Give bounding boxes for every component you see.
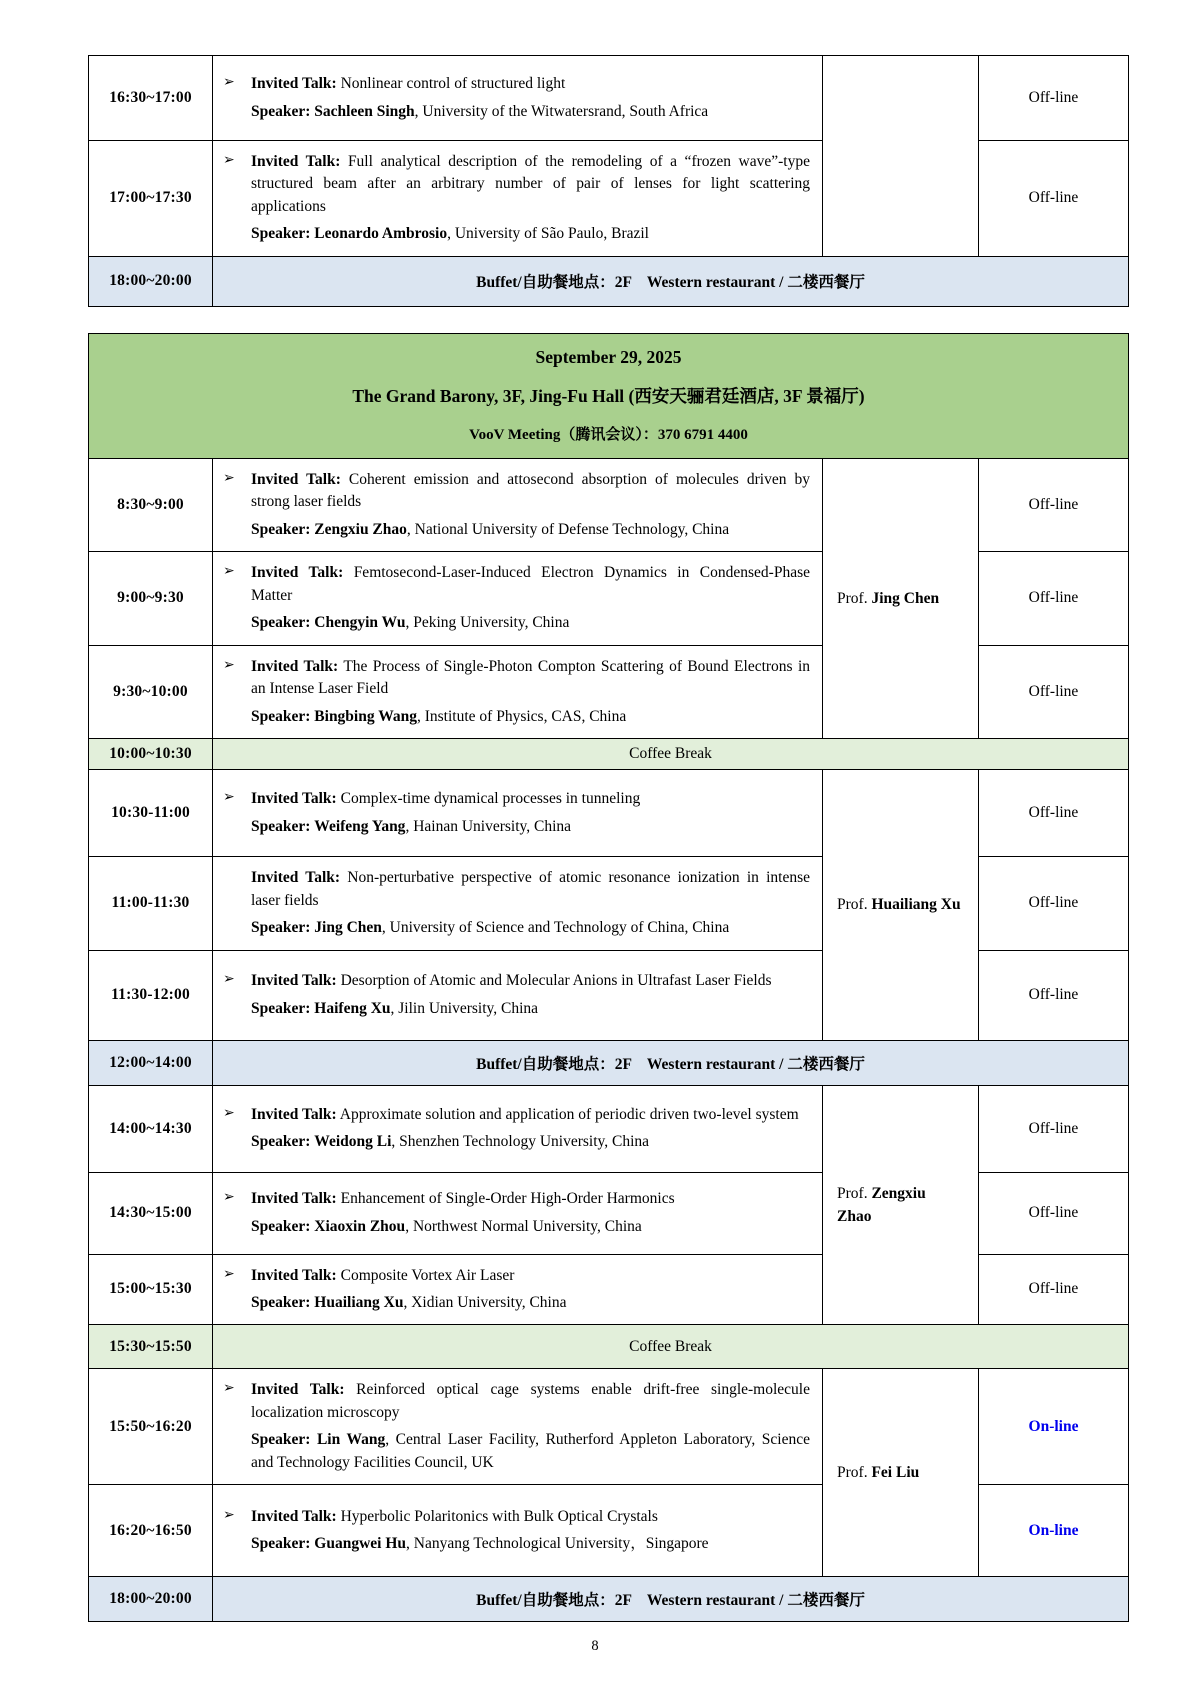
buffet-row — [89, 1577, 1129, 1622]
talk-title: Invited Talk: Non-perturbative perspective of atomic resonance ionization in intense laser fields — [251, 869, 810, 909]
chair-cell: Prof. Huailiang Xu — [823, 770, 979, 1040]
talk-cell — [213, 1485, 823, 1577]
talk-title: ➢ Invited Talk: The Process of Single-Photon Compton Scattering of Bound Electrons in an Intense Laser Field — [223, 657, 810, 698]
talk-speaker: Speaker: Bingbing Wang, Institute of Physics, CAS, China — [251, 707, 627, 725]
time-cell: 15:30~15:50 — [89, 1325, 213, 1369]
time-cell: 9:30~10:00 — [89, 645, 213, 738]
schedule-table — [88, 333, 1129, 1622]
time-cell: 16:30~17:00 — [89, 56, 213, 141]
status-cell: Off-line — [979, 1172, 1129, 1254]
arrow-bullet-icon: ➢ — [223, 1507, 235, 1523]
chair-name: Zengxiu Zhao — [837, 1184, 926, 1225]
talk-speaker: Speaker: Chengyin Wu, Peking University, China — [251, 614, 570, 632]
talk-speaker: Speaker: Xiaoxin Zhou, Northwest Normal University, China — [251, 1217, 642, 1235]
table-row — [89, 1085, 1129, 1172]
time-cell: 11:00-11:30 — [89, 857, 213, 950]
time-cell: 8:30~9:00 — [89, 458, 213, 551]
session-meeting-id: VooV Meeting（腾讯会议）：370 6791 4400 — [469, 427, 748, 444]
talk-title: ➢ Invited Talk: Femtosecond-Laser-Induced Electron Dynamics in Condensed-Phase Matter — [223, 564, 810, 604]
session-date: September 29, 2025 — [535, 347, 682, 368]
time-cell: 9:00~9:30 — [89, 552, 213, 645]
talk-cell — [213, 1172, 823, 1254]
arrow-bullet-icon: ➢ — [223, 657, 235, 673]
talk-speaker: Speaker: Sachleen Singh, University of the Witwatersrand, South Africa — [251, 102, 709, 120]
time-cell: 14:30~15:00 — [89, 1172, 213, 1254]
arrow-bullet-icon: ➢ — [223, 470, 235, 486]
talk-speaker: Speaker: Leonardo Ambrosio, University of São Paulo, Brazil — [251, 225, 649, 243]
talk-title: ➢ Invited Talk: Full analytical description of the remodeling of a “frozen wave”-type structured beam after an arbitrary number of pair of lenses for light scattering applications — [223, 153, 810, 215]
arrow-bullet-icon: ➢ — [223, 1381, 235, 1397]
talk-cell — [213, 1254, 823, 1325]
buffet-row — [89, 256, 1129, 306]
talk-speaker: Speaker: Zengxiu Zhao, National University of Defense Technology, China — [251, 520, 730, 538]
talk-speaker: Speaker: Weidong Li, Shenzhen Technology University, China — [251, 1133, 650, 1150]
time-cell: 11:30-12:00 — [89, 950, 213, 1040]
arrow-bullet-icon: ➢ — [223, 153, 235, 168]
chair-cell: Prof. Jing Chen — [823, 458, 979, 738]
table-row — [89, 770, 1129, 857]
table-row — [89, 56, 1129, 141]
talk-title: ➢ Invited Talk: Approximate solution and application of periodic driven two-level system — [223, 1105, 799, 1123]
talk-speaker: Speaker: Haifeng Xu, Jilin University, China — [251, 999, 539, 1017]
table-row — [89, 458, 1129, 551]
talk-title: ➢ Invited Talk: Complex-time dynamical processes in tunneling — [223, 790, 641, 808]
time-cell: 10:00~10:30 — [89, 739, 213, 770]
chair-cell: Prof. Zengxiu Zhao — [823, 1085, 979, 1325]
status-cell: Off-line — [979, 552, 1129, 645]
talk-title: ➢ Invited Talk: Nonlinear control of structured light — [223, 75, 566, 93]
status-cell: On-line — [979, 1485, 1129, 1577]
arrow-bullet-icon: ➢ — [223, 1190, 235, 1206]
talk-cell — [213, 1369, 823, 1485]
time-cell: 18:00~20:00 — [89, 256, 213, 306]
talk-title: ➢ Invited Talk: Composite Vortex Air Laser — [223, 1266, 515, 1284]
arrow-bullet-icon: ➢ — [223, 75, 235, 91]
status-cell: Off-line — [979, 770, 1129, 857]
talk-speaker: Speaker: Lin Wang, Central Laser Facility, Rutherford Appleton Laboratory, Science and Technology Facilities Council, UK — [251, 1431, 810, 1471]
status-cell: Off-line — [979, 56, 1129, 141]
talk-speaker: Speaker: Guangwei Hu, Nanyang Technological University，Singapore — [251, 1535, 709, 1553]
page-number: 8 — [591, 1638, 599, 1655]
chair-cell — [823, 56, 979, 257]
chair-name: Fei Liu — [871, 1464, 920, 1482]
talk-title: ➢ Invited Talk: Desorption of Atomic and Molecular Anions in Ultrafast Laser Fields — [223, 972, 772, 990]
continuation-table — [88, 55, 1129, 307]
talk-cell — [213, 857, 823, 950]
time-cell: 15:00~15:30 — [89, 1254, 213, 1325]
talk-cell — [213, 141, 823, 257]
arrow-bullet-icon: ➢ — [223, 790, 235, 806]
time-cell: 10:30-11:00 — [89, 770, 213, 857]
chair-cell: Prof. Fei Liu — [823, 1369, 979, 1577]
coffee-break-row — [89, 739, 1129, 770]
talk-speaker: Speaker: Huailiang Xu, Xidian University, China — [251, 1293, 567, 1311]
status-cell: Off-line — [979, 458, 1129, 551]
chair-name: Jing Chen — [871, 589, 940, 607]
session-header-row — [89, 333, 1129, 458]
status-cell: Off-line — [979, 645, 1129, 738]
arrow-bullet-icon: ➢ — [223, 1266, 235, 1282]
talk-title: ➢ Invited Talk: Enhancement of Single-Order High-Order Harmonics — [223, 1190, 675, 1208]
time-cell: 17:00~17:30 — [89, 141, 213, 257]
status-cell: Off-line — [979, 1085, 1129, 1172]
talk-cell — [213, 458, 823, 551]
chair-name: Huailiang Xu — [871, 896, 961, 914]
arrow-bullet-icon: ➢ — [223, 972, 235, 988]
status-cell: Off-line — [979, 141, 1129, 257]
table-gap — [0, 307, 1190, 333]
coffee-break-cell: Coffee Break — [213, 739, 1129, 770]
buffet-cell: Buffet/自助餐地点：2F Western restaurant / 二楼西餐厅 — [213, 1040, 1129, 1085]
coffee-break-row — [89, 1325, 1129, 1369]
talk-speaker: Speaker: Jing Chen, University of Science and Technology of China, China — [251, 919, 730, 937]
arrow-bullet-icon: ➢ — [223, 1105, 235, 1121]
status-cell: Off-line — [979, 950, 1129, 1040]
talk-title: ➢ Invited Talk: Hyperbolic Polaritonics with Bulk Optical Crystals — [223, 1507, 658, 1525]
talk-cell — [213, 56, 823, 141]
talk-cell — [213, 950, 823, 1040]
time-cell: 18:00~20:00 — [89, 1577, 213, 1622]
time-cell: 12:00~14:00 — [89, 1040, 213, 1085]
time-cell: 16:20~16:50 — [89, 1485, 213, 1577]
talk-title: ➢ Invited Talk: Reinforced optical cage systems enable drift-free single-molecule localization microscopy — [223, 1381, 810, 1421]
talk-cell — [213, 552, 823, 645]
status-cell: Off-line — [979, 1254, 1129, 1325]
talk-cell — [213, 1085, 823, 1172]
session-header — [89, 333, 1129, 458]
buffet-row — [89, 1040, 1129, 1085]
talk-title: ➢ Invited Talk: Coherent emission and attosecond absorption of molecules driven by strong laser fields — [223, 470, 810, 511]
talk-speaker: Speaker: Weifeng Yang, Hainan University, China — [251, 817, 572, 835]
talk-cell — [213, 770, 823, 857]
table-row — [89, 1369, 1129, 1485]
coffee-break-cell: Coffee Break — [213, 1325, 1129, 1369]
talk-cell — [213, 645, 823, 738]
status-cell: On-line — [979, 1369, 1129, 1485]
buffet-cell: Buffet/自助餐地点：2F Western restaurant / 二楼西餐厅 — [213, 256, 1129, 306]
status-cell: Off-line — [979, 857, 1129, 950]
arrow-bullet-icon: ➢ — [223, 564, 235, 580]
time-cell: 15:50~16:20 — [89, 1369, 213, 1485]
time-cell: 14:00~14:30 — [89, 1085, 213, 1172]
buffet-cell: Buffet/自助餐地点：2F Western restaurant / 二楼西餐厅 — [213, 1577, 1129, 1622]
session-venue: The Grand Barony, 3F, Jing-Fu Hall (西安天骊君廷酒店, 3F 景福厅) — [352, 386, 865, 407]
